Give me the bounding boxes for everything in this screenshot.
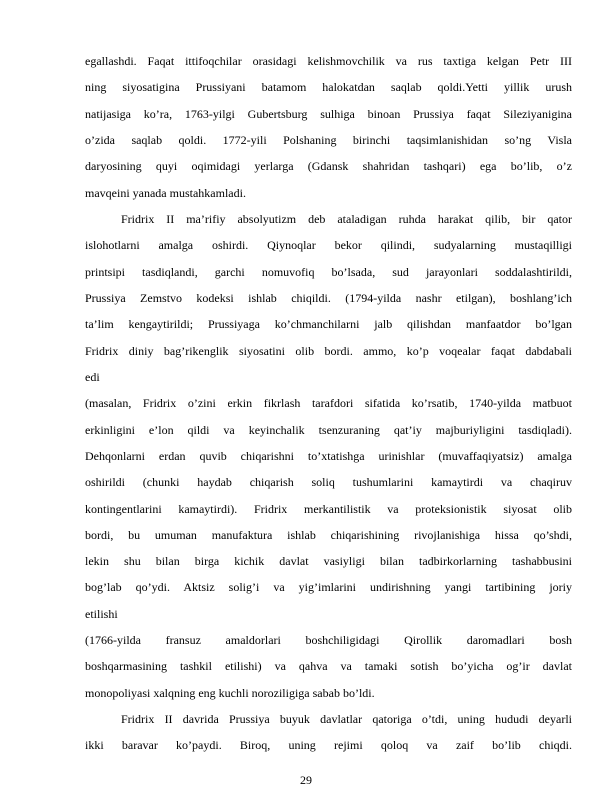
text-line: Prussiya Zemstvo kodeksi ishlab chiqildi. (1794-yilda nashr etilgan), boshlang’ich: [85, 291, 572, 305]
text-line: mavqeini yanada mustahkamladi.: [85, 186, 246, 200]
text-line: kontingentlarini kamaytirdi). Fridrix merkantilistik va proteksionistik siyosat olib: [85, 502, 572, 516]
text-line: egallashdi. Faqat ittifoqchilar orasidagi kelishmovchilik va rus taxtiga kelgan Petr III: [85, 54, 572, 68]
page-number: 29: [300, 773, 312, 787]
text-line: edi: [85, 370, 100, 384]
text-line: Fridrix diniy bag’rikenglik siyosatini olib bordi. ammo, ko’p voqealar faqat dabdabali: [85, 344, 572, 358]
text-line: daryosining quyi oqimidagi yerlarga (Gdansk shahridan tashqari) ega bo’lib, o’z: [85, 159, 572, 173]
text-line: ning siyosatigina Prussiyani batamom halokatdan saqlab qoldi.Yetti yillik urush: [85, 80, 572, 94]
text-line: boshqarmasining tashkil etilishi) va qahva va tamaki sotish bo’yicha og’ir davlat: [85, 659, 572, 673]
text-line: o’zida saqlab qoldi. 1772-yili Polshaning birinchi taqsimlanishidan so’ng Visla: [85, 133, 572, 147]
paragraph-first-line: Fridrix II ma’rifiy absolyutizm deb ataladigan ruhda harakat qilib, bir qator: [121, 212, 572, 226]
text-line: islohotlarni amalga oshirdi. Qiynoqlar bekor qilindi, sudyalarning mustaqilligi: [85, 238, 572, 252]
text-line: ikki baravar ko’paydi. Biroq, uning rejimi qoloq va zaif bo’lib chiqdi.: [85, 738, 572, 752]
text-line: bog’lab qo’ydi. Aktsiz solig’i va yig’imlarini undirishning yangi tartibining joriy: [85, 580, 572, 594]
text-line: (1766-yilda fransuz amaldorlari boshchiligidagi Qirollik daromadlari bosh: [85, 633, 572, 647]
text-line: etilishi: [85, 607, 118, 621]
text-line: oshirildi (chunki haydab chiqarish soliq tushumlarini kamaytirdi va chaqiruv: [85, 475, 572, 489]
text-line: bordi, bu umuman manufaktura ishlab chiqarishining rivojlanishiga hissa qo’shdi,: [85, 528, 572, 542]
paragraph-first-line: Fridrix II davrida Prussiya buyuk davlatlar qatoriga o’tdi, uning hududi deyarli: [121, 712, 572, 726]
text-line: natijasiga ko’ra, 1763-yilgi Gubertsburg sulhiga binoan Prussiya faqat Sileziyanigina: [85, 107, 572, 121]
text-line: ta’lim kengaytirildi; Prussiyaga ko’chmanchilarni jalb qilishdan manfaatdor bo’lgan: [85, 317, 572, 331]
text-line: Dehqonlarni erdan quvib chiqarishni to’xtatishga urinishlar (muvaffaqiyatsiz) amalga: [85, 449, 572, 463]
text-line: monopoliyasi xalqning eng kuchli noroziligiga sabab bo’ldi.: [85, 686, 375, 700]
text-line: erkinligini e’lon qildi va keyinchalik tsenzuraning qat’iy majburiyligini tasdiqladi).: [85, 423, 572, 437]
text-line: lekin shu bilan birga kichik davlat vasiyligi bilan tadbirkorlarning tashabbusini: [85, 554, 572, 568]
text-line: printsipi tasdiqlandi, garchi nomuvofiq bo’lsada, sud jarayonlari soddalashtirildi,: [85, 265, 572, 279]
text-line: (masalan, Fridrix o’zini erkin fikrlash tarafdori sifatida ko’rsatib, 1740-yilda matbuot: [85, 396, 572, 410]
